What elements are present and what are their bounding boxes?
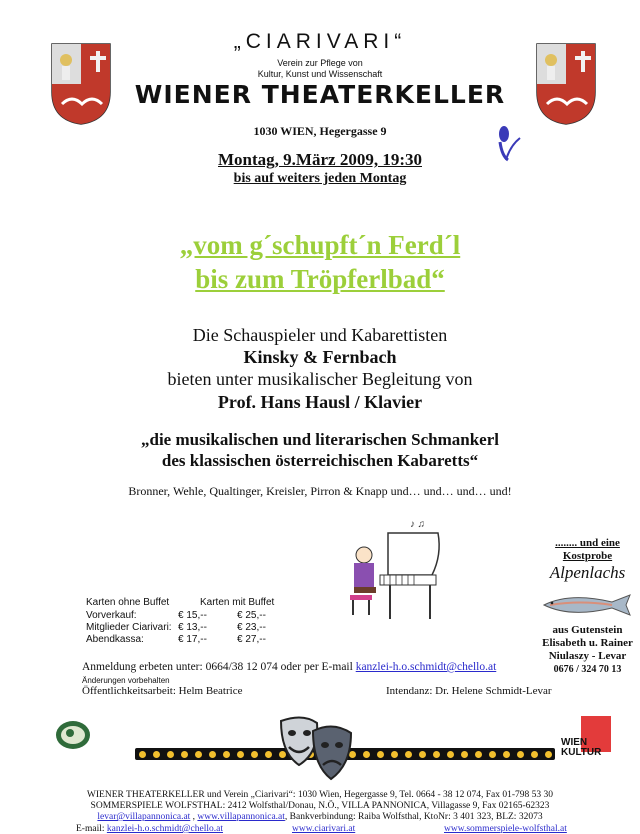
ticket-row-label: Vorverkauf: — [86, 610, 137, 621]
performers-accompaniment: bieten unter musikalischer Begleitung von — [167, 369, 473, 389]
ciarivari-title: „CIARIVARI“ — [233, 30, 407, 53]
tickets-header-without-buffet: Karten ohne Buffet — [86, 597, 170, 608]
ticket-row-with: € 25,-- — [237, 610, 266, 621]
fish-icon — [540, 592, 635, 618]
public-relations: Öffentlichkeitsarbeit: Helm Beatrice — [82, 685, 243, 697]
ticket-row-label: Abendkassa: — [86, 634, 144, 645]
kostprobe-line-2: Kostprobe — [562, 550, 613, 562]
ticket-row-with: € 23,-- — [237, 622, 266, 633]
anmeldung-email-link[interactable]: kanzlei-h.o.schmidt@chello.at — [355, 661, 497, 673]
performers-intro: Die Schauspieler und Kabarettisten — [192, 325, 448, 345]
ticket-row-without: € 17,-- — [178, 634, 207, 645]
show-title-line-2: bis zum Tröpferlbad“ — [195, 264, 445, 294]
green-emblem-icon — [55, 720, 91, 750]
ticket-row-with: € 27,-- — [237, 634, 266, 645]
footer-ciarivari-link[interactable]: www.ciarivari.at — [292, 824, 356, 834]
verein-subtitle-2: Kultur, Kunst und Wissenschaft — [257, 69, 383, 79]
aenderungen-note: Änderungen vorbehalten — [82, 676, 170, 685]
footer-email-levar-link[interactable]: levar@villapannonica.at — [97, 812, 191, 822]
wien-kultur-logo — [561, 716, 611, 766]
ticket-row-without: € 15,-- — [178, 610, 207, 621]
event-date: Montag, 9.März 2009, 19:30 — [218, 150, 422, 169]
footer-line-1: WIENER THEATERKELLER und Verein „Ciarivari“: 1030 Wien, Hegergasse 9, Tel. 0664 - 38 12 074, Fax 01-798 53 30 — [86, 790, 554, 800]
footer-email-label: E-mail: — [76, 824, 105, 834]
footer-email-schmidt-link[interactable]: kanzlei-h.o.schmidt@chello.at — [106, 824, 223, 834]
kostprobe-names: Elisabeth u. Rainer — [542, 637, 633, 649]
theater-address: 1030 WIEN, Hegergasse 9 — [253, 124, 387, 138]
footer-line-3 — [0, 812, 640, 822]
footer-bank-info: , Bankverbindung: Raiba Wolfsthal, KtoNr: 3 401 323, BLZ: 32073 — [284, 812, 543, 822]
alpenlachs-brand: Alpenlachs — [549, 563, 626, 582]
pianist-illustration-icon — [340, 515, 445, 623]
wien-kultur-text: WIEN KULTUR — [561, 737, 602, 758]
pianist-name: Prof. Hans Hausl / Klavier — [217, 392, 423, 412]
event-recurring: bis auf weiters jeden Montag — [233, 171, 407, 186]
show-title-line-1: „vom g´schupft´n Ferd´l — [179, 230, 461, 260]
svg-text:♪ ♫: ♪ ♫ — [410, 519, 425, 530]
tickets-header-with-buffet: Karten mit Buffet — [200, 597, 275, 608]
footer-separator: , — [190, 812, 198, 822]
performers-names: Kinsky & Fernbach — [243, 347, 397, 367]
theater-title: WIENER THEATERKELLER — [134, 80, 506, 109]
program-authors: Bronner, Wehle, Qualtinger, Kreisler, Pirron & Knapp und… und… und… und! — [128, 484, 512, 498]
intendanz: Intendanz: Dr. Helene Schmidt-Levar — [386, 685, 552, 697]
anmeldung-text: Anmeldung erbeten unter: 0664/38 12 074 oder per E-mail — [82, 661, 353, 673]
program-quote-2: des klassischen österreichischen Kabaretts“ — [161, 451, 479, 470]
kostprobe-line-1: ........ und eine — [555, 537, 620, 549]
ticket-row-without: € 13,-- — [178, 622, 207, 633]
theater-masks-icon — [275, 713, 355, 783]
footer-villapannonica-link[interactable]: www.villapannonica.at — [197, 812, 285, 822]
program-quote-1: „die musikalischen und literarischen Schmankerl — [141, 430, 499, 449]
footer-sommerspiele-link[interactable]: www.sommerspiele-wolfsthal.at — [444, 824, 567, 834]
ticket-row-label: Mitglieder Ciarivari: — [86, 622, 172, 633]
anmeldung-line — [82, 661, 496, 673]
kostprobe-phone: 0676 / 324 70 13 — [553, 664, 622, 675]
verein-subtitle-1: Verein zur Pflege von — [277, 58, 363, 68]
kostprobe-surname: Niulaszy - Levar — [548, 650, 627, 662]
footer-line-2: SOMMERSPIELE WOLFSTHAL: 2412 Wolfsthal/Donau, N.Ö., VILLA PANNONICA, Villagasse 9, Fax 02165-62323 — [90, 801, 550, 811]
kostprobe-origin: aus Gutenstein — [552, 624, 623, 636]
